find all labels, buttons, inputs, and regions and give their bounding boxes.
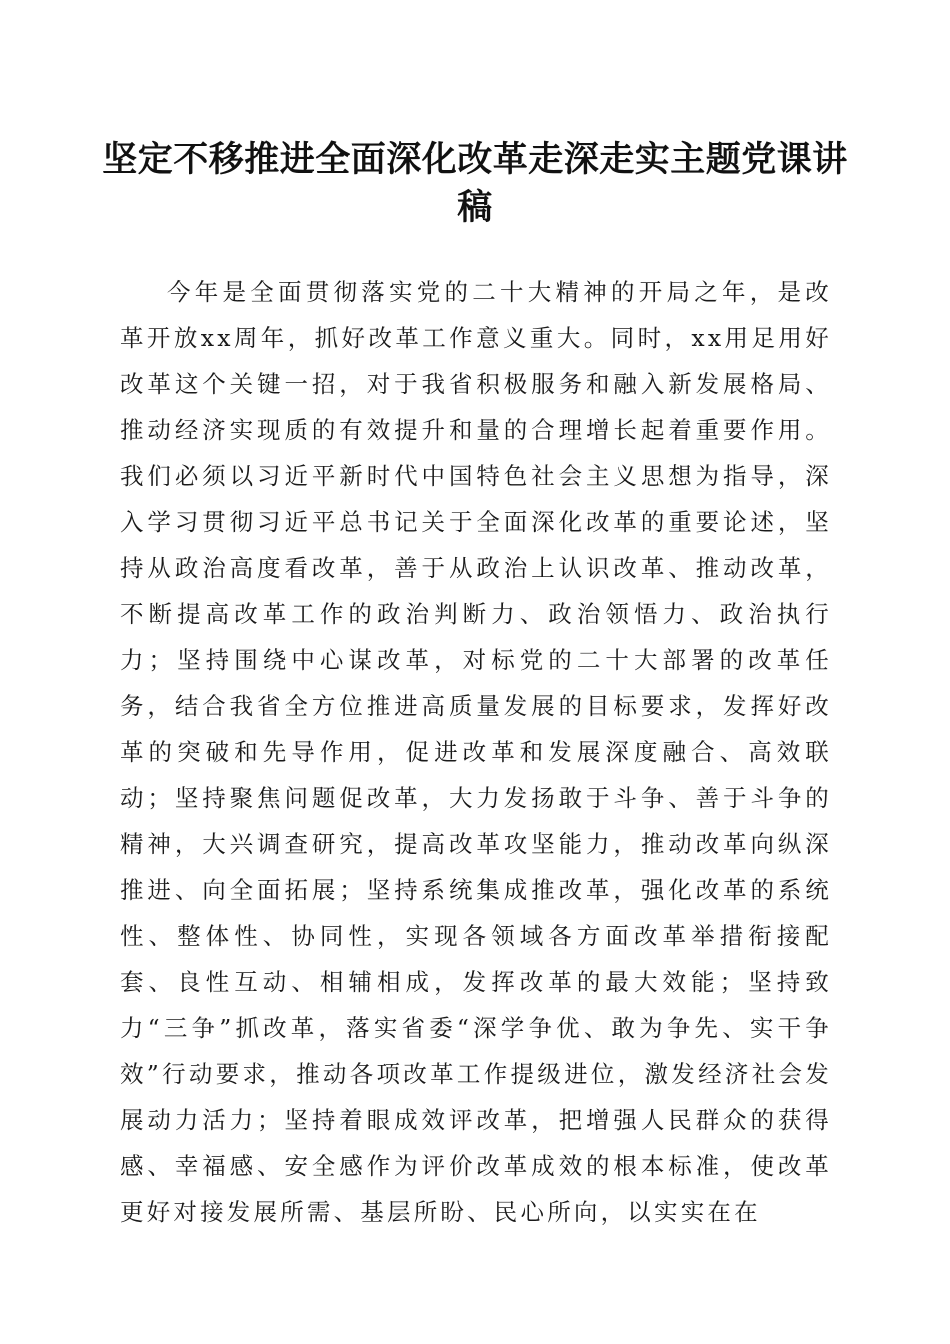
document-title: 坚定不移推进全面深化改革走深走实主题党课讲稿: [102, 140, 848, 228]
body-paragraph: 今年是全面贯彻落实党的二十大精神的开局之年，是改革开放xx周年，抓好改革工作意义重大。同时，xx用足用好改革这个关键一招，对于我省积极服务和融入新发展格局、推动经济实现质的有效提升和量的合理增长起着重要作用。我们必须以习近平新时代中国特色社会主义思想为指导，深入学习贯彻习近平总书记关于全面深化改革的重要论述，坚持从政治高度看改革，善于从政治上认识改革、推动改革，不断提高改革工作的政治判断力、政治领悟力、政治执行力；坚持围绕中心谋改革，对标党的二十大部署的改革任务，结合我省全方位推进高质量发展的目标要求，发挥好改革的突破和先导作用，促进改革和发展深度融合、高效联动；坚持聚焦问题促改革，大力发扬敢于斗争、善于斗争的精神，大兴调查研究，提高改革攻坚能力，推动改革向纵深推进、向全面拓展；坚持系统集成推改革，强化改革的系统性、整体性、协同性，实现各领域各方面改革举措衔接配套、良性互动、相辅相成，发挥改革的最大效能；坚持致力“三争”抓改革，落实省委“深学争优、敢为争先、实干争效”行动要求，推动各项改革工作提级进位，激发经济社会发展动力活力；坚持着眼成效评改革，把增强人民群众的获得感、幸福感、安全感作为评价改革成效的根本标准，使改革更好对接发展所需、基层所盼、民心所向，以实实在在: [120, 278, 832, 1226]
